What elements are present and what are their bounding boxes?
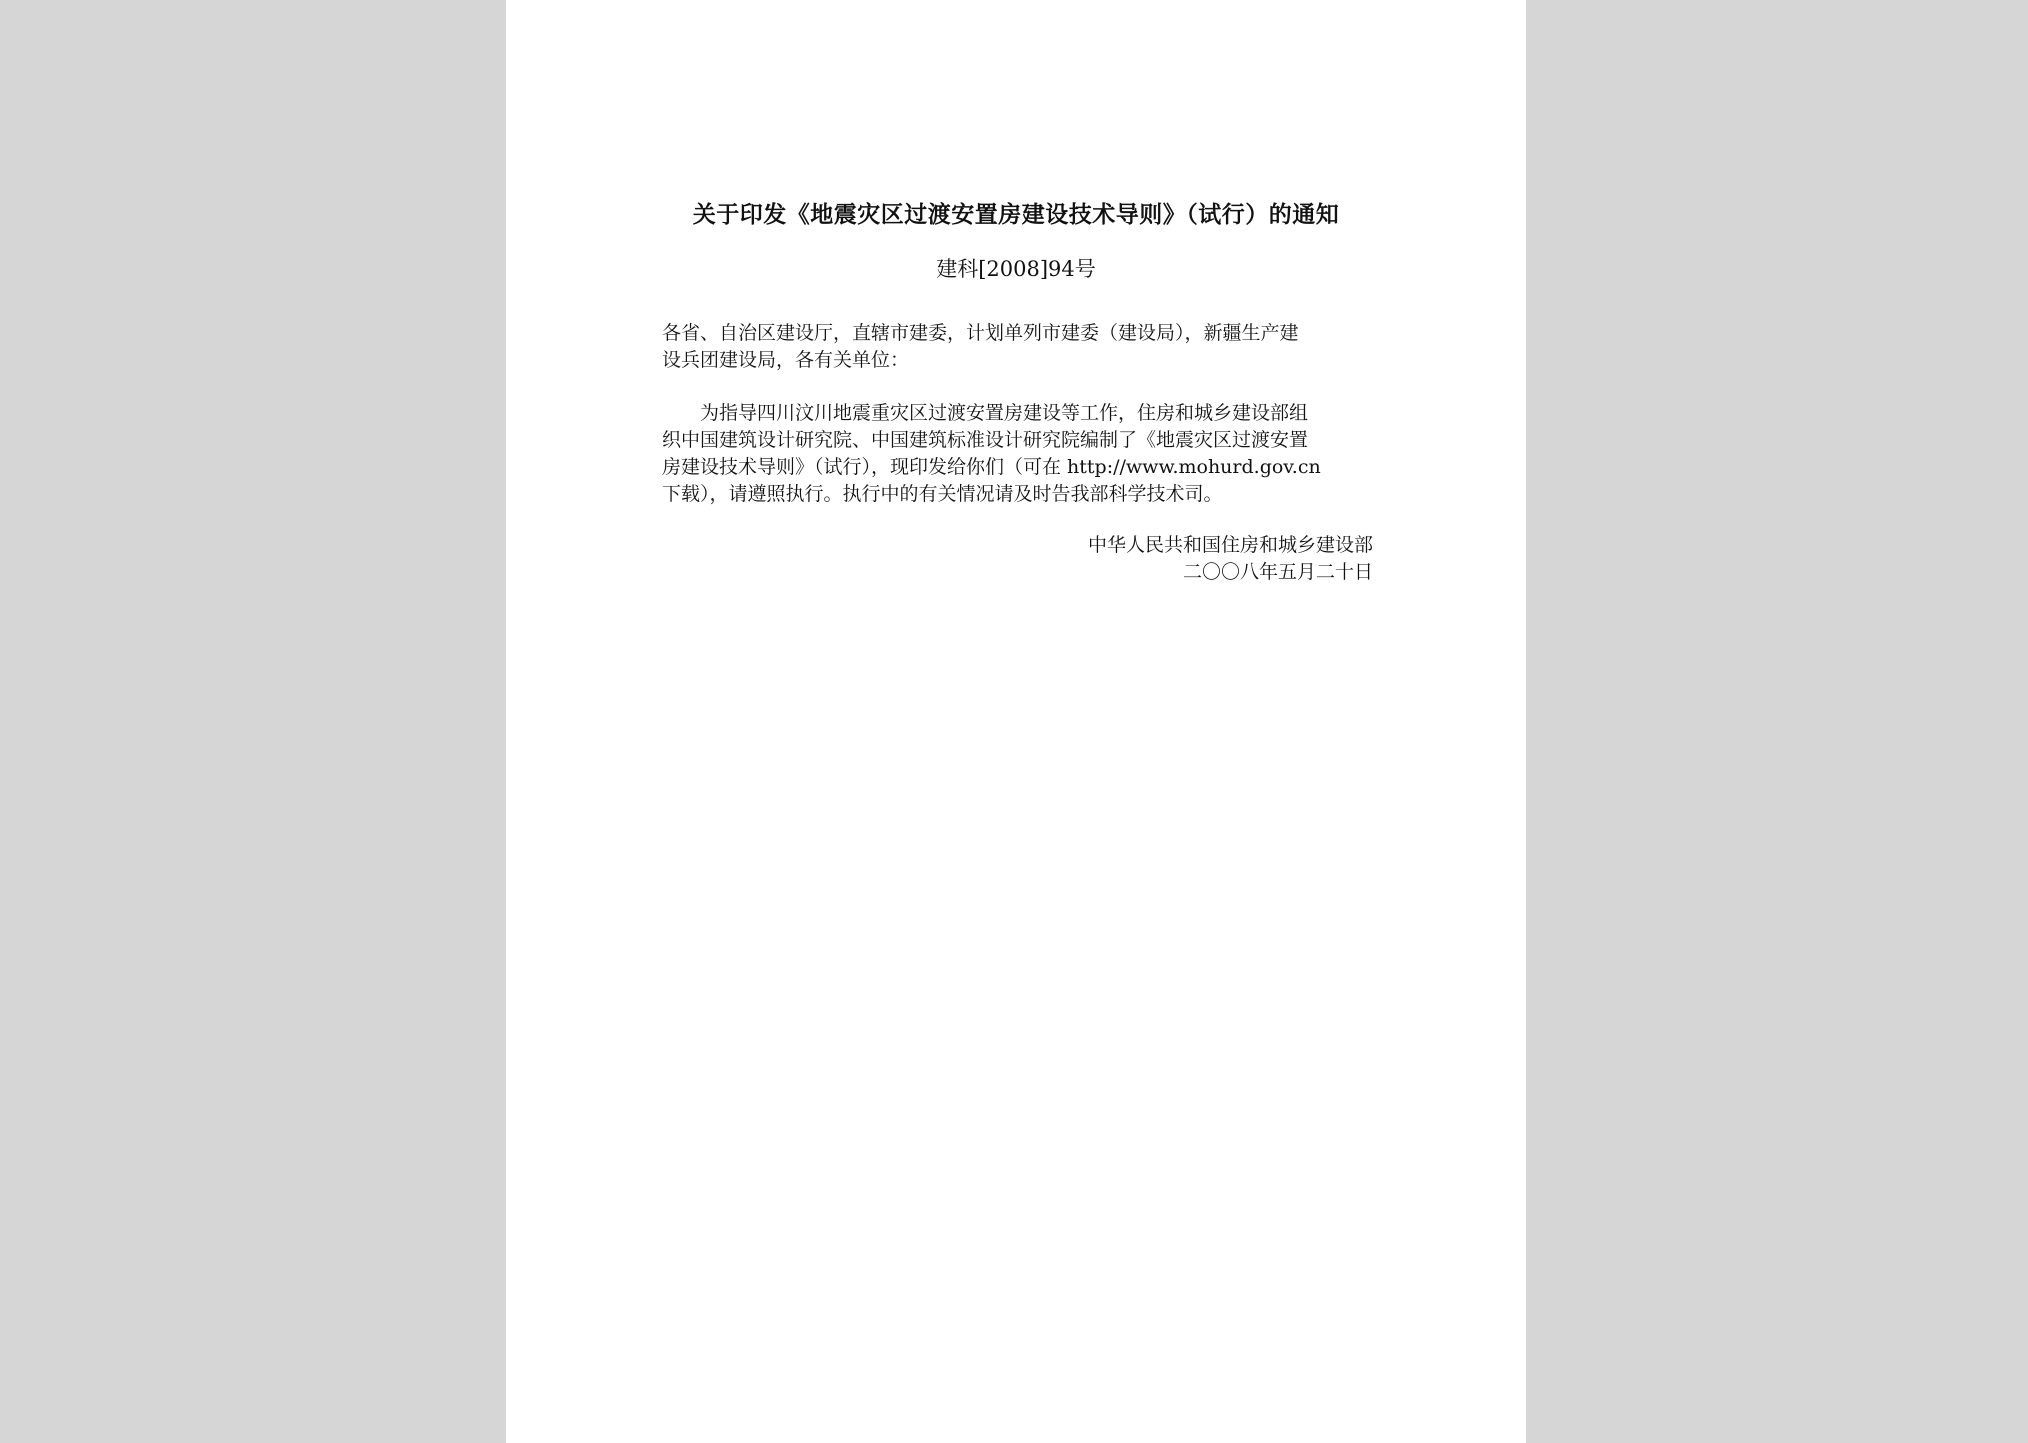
addressees-line: 各省、自治区建设厅，直辖市建委，计划单列市建委（建设局），新疆生产建 bbox=[662, 322, 1299, 344]
issue-date: 二〇〇八年五月二十日 bbox=[1182, 561, 1373, 583]
signature-block bbox=[1088, 532, 1373, 586]
body-line: 为指导四川汶川地震重灾区过渡安置房建设等工作，住房和城乡建设部组 bbox=[700, 402, 1309, 424]
document-page bbox=[506, 0, 1526, 1443]
body-paragraph bbox=[662, 400, 1372, 508]
addressees bbox=[662, 320, 1372, 374]
issuer-name: 中华人民共和国住房和城乡建设部 bbox=[1087, 534, 1373, 556]
body-line: 下载），请遵照执行。执行中的有关情况请及时告我部科学技术司。 bbox=[662, 483, 1223, 505]
body-line: 房建设技术导则》（试行），现印发给你们（可在 http://www.mohurd.gov.cn bbox=[662, 456, 1321, 478]
document-number: 建科[2008]94号 bbox=[936, 257, 1096, 281]
document-title: 关于印发《地震灾区过渡安置房建设技术导则》（试行）的通知 bbox=[692, 201, 1340, 228]
body-line: 织中国建筑设计研究院、中国建筑标准设计研究院编制了《地震灾区过渡安置 bbox=[662, 429, 1309, 451]
addressees-line: 设兵团建设局，各有关单位： bbox=[662, 349, 910, 371]
